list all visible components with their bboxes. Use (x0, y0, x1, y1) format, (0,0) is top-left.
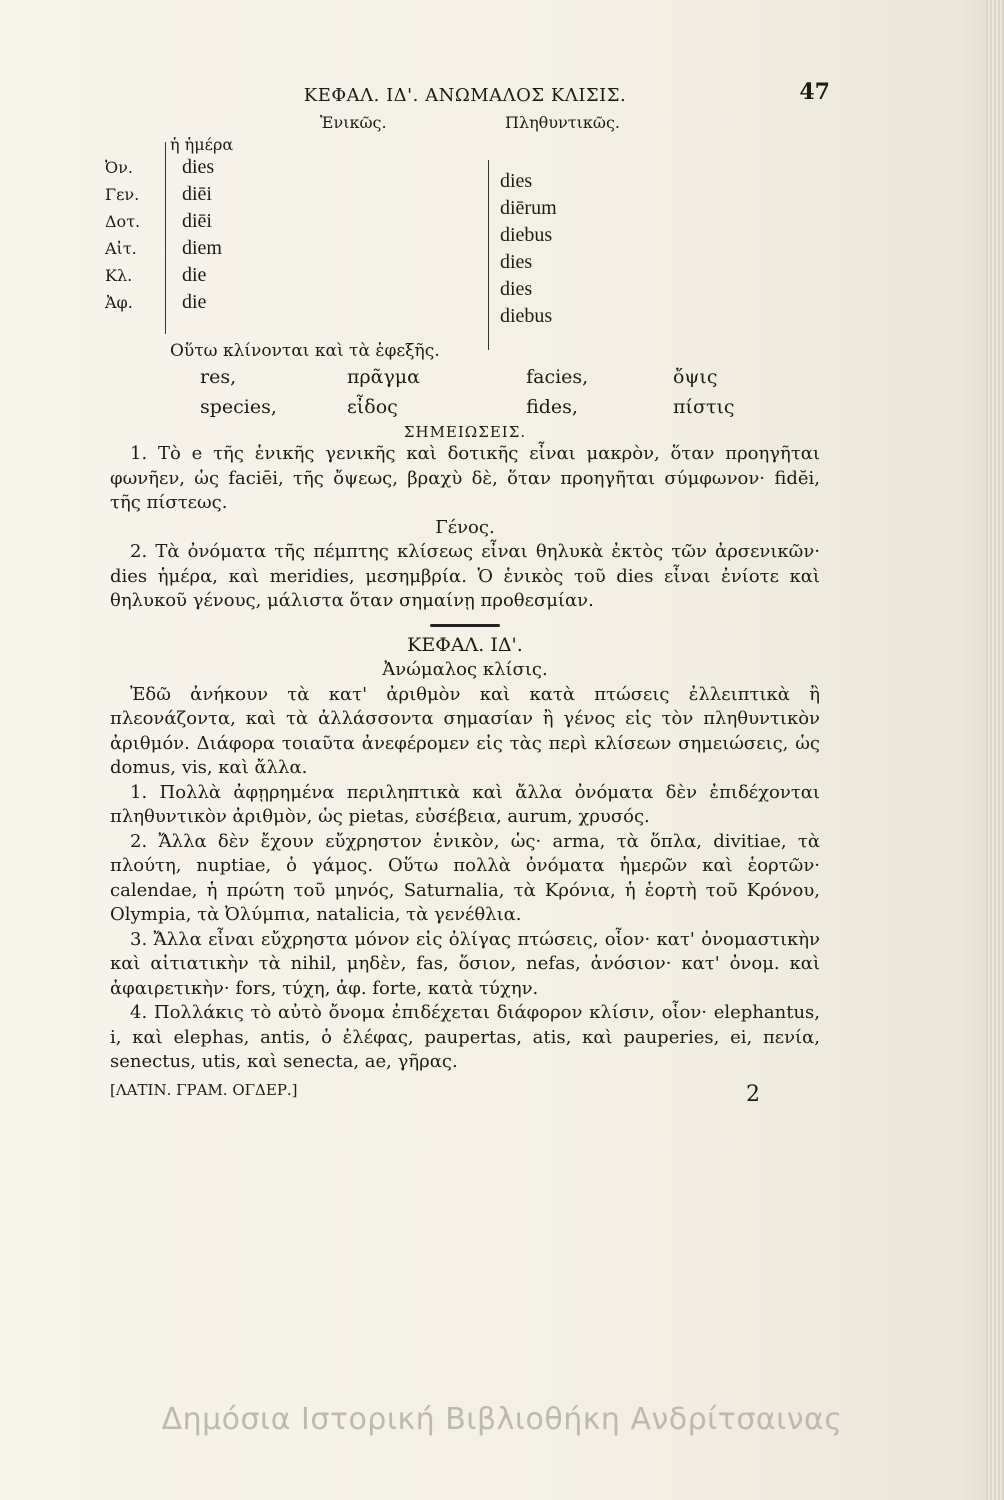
case-label: Κλ. (105, 266, 133, 285)
case-label: Αἰτ. (105, 239, 137, 258)
singular-forms (182, 154, 222, 316)
running-header (110, 78, 830, 112)
greek-word: πρᾶγμα (346, 366, 420, 389)
rule-paragraph: 2. Ἄλλα δὲν ἔχουν εὔχρηστον ἑνικὸν, ὡς· arma, τὰ ὅπλα, divitiae, τὰ πλούτη, nuptiae, ὁ γάμος. Οὕτω πολλὰ ὀνόματα ἡμερῶν καὶ ἑορτῶν· calendae, ἡ πρώτη τοῦ μηνός, Saturnalia, τὰ Κρόνια, ἡ ἑορτὴ τοῦ Κρόνου, Olympia, τὰ Ὀλύμπια, natalicia, τὰ γενέθλια. (110, 830, 820, 926)
case-label: Ἀφ. (105, 293, 133, 312)
singular-heading: Ἑνικῶς. (320, 113, 387, 132)
note-paragraph: 2. Τὰ ὀνόματα τῆς πέμπτης κλίσεως εἶναι θηλυκὰ ἐκτὸς τῶν ἀρσενικῶν· dies ἡμέρα, καὶ meridies, μεσημβρία. Ὁ ἑνικὸς τοῦ dies εἶναι ἐνίοτε καὶ θηλυκοῦ γένους, μάλιστα ὅταν σημαίνῃ προθεσμίαν. (110, 541, 820, 612)
rule-paragraph: 3. Ἄλλα εἶναι εὔχρηστα μόνον εἰς ὀλίγας πτώσεις, οἷον· κατ' ὀνομαστικὴν καὶ αἰτιατικὴν τὰ nihil, μηδὲν, fas, ὅσιον, nefas, ἀνόσιον· κατ' ὀνομ. καὶ ἀφαιρετικὴν· fors, τύχη, ἀφ. forte, κατὰ τύχην. (110, 928, 820, 999)
plural-form: dies (500, 170, 533, 192)
running-title: ΚΕΦΑΛ. ΙΔ'. ΑΝΩΜΑΛΟΣ ΚΛΙΣΙΣ. (303, 85, 627, 106)
case-label: Γεν. (105, 185, 140, 204)
plural-heading: Πληθυντικῶς. (505, 113, 620, 132)
genus-heading: Γένος. (435, 516, 495, 538)
example-pairs (200, 363, 820, 422)
sheet-number: 2 (746, 1082, 760, 1108)
singular-form: dies (182, 156, 215, 178)
intro-paragraph: Ἐδῶ ἀνήκουν τὰ κατ' ἀριθμὸν καὶ κατὰ πτώσεις ἐλλειπτικὰ ἢ πλεονάζοντα, καὶ τὰ ἀλλάσσοντα σημασίαν ἢ γένος εἰς τὸν πληθυντικὸν ἀριθμόν. Διάφορα τοιαῦτα ἀνεφέρομεν εἰς τὰς περὶ κλίσεων σημειώσεις, ὡς domus, vis, καὶ ἄλλα. (110, 683, 820, 779)
singular-form: die (182, 291, 207, 313)
latin-word: facies, (526, 366, 589, 389)
singular-form: die (182, 264, 207, 286)
latin-word: species, (200, 395, 277, 418)
page-number: 47 (799, 79, 830, 105)
rule-paragraph: 4. Πολλάκις τὸ αὐτὸ ὄνομα ἐπιδέχεται διάφορον κλίσιν, οἷον· elephantus, i, καὶ elephas, antis, ὁ ἐλέφας, paupertas, atis, καὶ pauperies, ei, πενία, senectus, utis, καὶ senecta, ae, γῆρας. (110, 1002, 820, 1072)
case-label: Ὀν. (105, 158, 133, 177)
printer-signature: [ΛΑΤΙΝ. ΓΡΑΜ. ΟΓΔΕΡ.] (110, 1081, 298, 1100)
notes-heading: ΣΗΜΕΙΩΣΕΙΣ. (403, 422, 527, 441)
singular-form: diēi (182, 210, 212, 232)
plural-form: diērum (500, 197, 557, 219)
latin-word: res, (200, 366, 237, 389)
greek-word: πίστις (673, 395, 735, 418)
article-label: ἡ ἡμέρα (170, 135, 234, 154)
latin-word: fides, (526, 395, 578, 418)
chapter-subtitle: Ἀνώμαλος κλίσις. (382, 659, 548, 681)
pair-row (200, 393, 820, 422)
library-watermark: Δημόσια Ιστορική Βιβλιοθήκη Ανδρίτσαινας (161, 1402, 843, 1437)
singular-form: diēi (182, 183, 212, 205)
plural-forms (500, 168, 557, 330)
section-divider (430, 624, 500, 627)
plural-form: dies (500, 251, 533, 273)
singular-form: diem (182, 237, 222, 259)
plural-form: diebus (500, 224, 553, 246)
rule-paragraph: 1. Πολλὰ ἀφῃρημένα περιληπτικὰ καὶ ἄλλα ὀνόματα δὲν ἐπιδέχονται πληθυντικὸν ἀριθμὸν, ὡς pietas, εὐσέβεια, aurum, χρυσός. (110, 781, 820, 828)
table-divider (488, 160, 489, 350)
case-labels (105, 154, 140, 316)
case-label: Δοτ. (105, 212, 141, 231)
note-paragraph: 1. Τὸ e τῆς ἑνικῆς γενικῆς καὶ δοτικῆς εἶναι μακρὸν, ὅταν προηγῆται φωνῆεν, ὡς faciēi, τῆς ὄψεως, βραχὺ δὲ, ὅταν προηγῆται σύμφωνον· fidĕi, τῆς πίστεως. (110, 443, 820, 514)
declension-table (105, 112, 820, 340)
chapter-title: ΚΕΦΑΛ. ΙΔ'. (407, 633, 523, 656)
plural-form: diebus (500, 305, 553, 327)
greek-word: εἶδος (346, 395, 398, 418)
page-content (105, 78, 830, 1110)
plural-form: dies (500, 278, 533, 300)
table-divider (165, 142, 166, 334)
page-footer (110, 1080, 820, 1110)
greek-word: ὄψις (673, 366, 718, 389)
pair-row (200, 363, 820, 392)
declension-note: Οὕτω κλίνονται καὶ τὰ ἑφεξῆς. (170, 341, 440, 361)
page-edge (986, 0, 1004, 1500)
